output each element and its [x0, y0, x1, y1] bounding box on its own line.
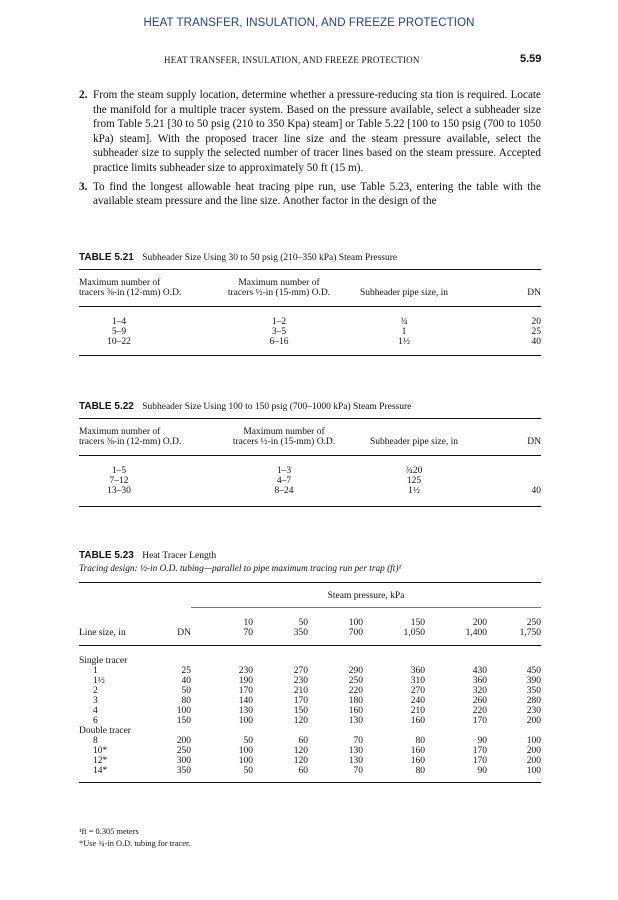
- table-title: Subheader Size Using 100 to 150 psig (700–1000 kPa) Steam Pressure: [142, 402, 412, 412]
- subheader-table-high-pressure: [79, 418, 541, 507]
- tracer-length-cell: 120: [293, 746, 308, 756]
- pressure-header: 1,400: [465, 628, 487, 638]
- table-cell: 5–9: [111, 327, 127, 337]
- column-header: DN: [527, 437, 541, 447]
- table-cell: 25: [531, 327, 541, 337]
- step-text: From the steam supply location, determine whether a pressure-reducing sta tion is required. Locate the manifold for a multiple tracer system. Based on the pressure available, select a subheader size from Table 5.21 [30 to 50 psig (210 to 350 Kpa) steam] or Table 5.22 [100 to 150 psig (700 to 1050 kPa) steam]. With the proposed tracer line size and the steam pressure available, select the subheader size to supply the selected number of tracer lines based on the steam pressure. Accepted practice limits subheader size to approximately 50 ft (15 m).: [93, 89, 541, 174]
- table-5-23: [79, 550, 541, 783]
- banner-title: HEAT TRANSFER, INSULATION, AND FREEZE PROTECTION: [143, 17, 475, 29]
- table-5-21: [79, 252, 541, 356]
- table-cell: 1–4: [111, 317, 127, 327]
- column-header: Maximum number of: [79, 278, 161, 288]
- tracer-length-cell: 60: [298, 736, 308, 746]
- tracer-length-cell: 170: [238, 686, 253, 696]
- tracer-length-cell: 390: [526, 676, 541, 686]
- tracer-length-cell: 290: [348, 666, 363, 676]
- table-title: Heat Tracer Length: [142, 551, 217, 561]
- tracer-length-cell: 230: [293, 676, 308, 686]
- procedure-steps: [79, 88, 541, 213]
- tracer-length-cell: 350: [526, 686, 541, 696]
- line-size-cell: 6: [93, 716, 98, 726]
- tracer-length-cell: 120: [293, 756, 308, 766]
- tracer-length-cell: 60: [298, 766, 308, 776]
- tracer-length-cell: 50: [243, 736, 253, 746]
- table-cell: 40: [531, 337, 541, 347]
- table-row: [79, 756, 541, 766]
- step-item: [79, 88, 541, 176]
- table-row: [79, 686, 541, 696]
- tracer-length-cell: 240: [410, 696, 425, 706]
- table-row: [79, 456, 541, 477]
- pressure-header: 70: [243, 628, 253, 638]
- table-row: [79, 476, 541, 486]
- pressure-header: 1,050: [403, 628, 425, 638]
- tracer-length-cell: 70: [353, 766, 363, 776]
- tracer-length-cell: 100: [526, 766, 541, 776]
- pressure-header: 200: [472, 618, 487, 628]
- tracer-length-cell: 120: [293, 716, 308, 726]
- table-caption: [79, 401, 541, 412]
- column-header: tracers ½-in (15-mm) O.D.: [227, 288, 331, 298]
- tracer-length-cell: 130: [238, 706, 253, 716]
- table-cell: 4–7: [276, 476, 292, 486]
- tracer-length-cell: 200: [526, 716, 541, 726]
- tracer-length-cell: 200: [526, 746, 541, 756]
- column-header: Maximum number of: [243, 427, 325, 437]
- group-label: Single tracer: [79, 656, 128, 666]
- tracer-length-cell: 320: [472, 686, 487, 696]
- subheader-table-low-pressure: [79, 269, 541, 356]
- step-item: [79, 180, 541, 209]
- tracer-length-cell: 170: [472, 716, 487, 726]
- table-cell: 1–3: [276, 466, 292, 476]
- tracer-length-cell: 250: [348, 676, 363, 686]
- table-cell: ¾: [400, 317, 408, 327]
- line-size-cell: 4: [93, 706, 98, 716]
- tracer-length-cell: 210: [293, 686, 308, 696]
- page-number: 5.59: [520, 53, 542, 65]
- tracer-length-cell: 360: [410, 666, 425, 676]
- pressure-header: 250: [526, 618, 541, 628]
- line-size-cell: 10*: [93, 746, 108, 756]
- table-label: TABLE 5.21: [79, 252, 134, 263]
- table-title: Subheader Size Using 30 to 50 psig (210–350 kPa) Steam Pressure: [142, 253, 398, 263]
- tracer-length-cell: 100: [238, 746, 253, 756]
- line-size-cell: 3: [93, 696, 98, 706]
- step-number: 3.: [79, 180, 88, 193]
- running-head: HEAT TRANSFER, INSULATION, AND FREEZE PROTECTION: [164, 55, 420, 65]
- dn-cell: 100: [176, 706, 191, 716]
- dn-cell: 50: [181, 686, 191, 696]
- tracer-length-cell: 230: [526, 706, 541, 716]
- tracer-length-cell: 90: [477, 736, 487, 746]
- dn-cell: 350: [176, 766, 191, 776]
- group-label: Double tracer: [79, 726, 131, 736]
- dn-cell: 25: [181, 666, 191, 676]
- column-header: tracers ½-in (15-mm) O.D.: [232, 437, 336, 447]
- tracer-length-cell: 360: [472, 676, 487, 686]
- tracer-length-cell: 130: [348, 716, 363, 726]
- tracer-length-cell: 90: [477, 766, 487, 776]
- table-row: [79, 696, 541, 706]
- column-header: Subheader pipe size, in: [369, 437, 459, 447]
- line-size-cell: 8: [93, 736, 98, 746]
- tracer-length-cell: 100: [238, 756, 253, 766]
- column-header: DN: [177, 628, 191, 638]
- tracer-length-cell: 80: [415, 736, 425, 746]
- table-row: [79, 327, 541, 337]
- table-row: [79, 486, 541, 507]
- tracer-length-cell: 270: [293, 666, 308, 676]
- dn-cell: 200: [176, 736, 191, 746]
- heat-tracer-length-table: [79, 582, 541, 783]
- dn-cell: 150: [176, 716, 191, 726]
- table-cell: 13–30: [107, 486, 131, 496]
- tracer-length-cell: 220: [472, 706, 487, 716]
- tracer-length-cell: 200: [526, 756, 541, 766]
- tracer-length-cell: 170: [293, 696, 308, 706]
- table-cell: [479, 476, 541, 486]
- pressure-header: 10: [243, 618, 253, 628]
- step-number: 2.: [79, 89, 88, 101]
- tracer-length-cell: 310: [410, 676, 425, 686]
- table-cell: 1–5: [111, 466, 127, 476]
- column-header: Line size, in: [79, 628, 126, 638]
- dn-cell: 300: [176, 756, 191, 766]
- footnote: *Use ¾-in O.D. tubing for tracer.: [79, 839, 191, 848]
- tracer-length-cell: 160: [410, 746, 425, 756]
- table-cell: 10–22: [107, 337, 131, 347]
- table-row: [79, 746, 541, 756]
- tracer-length-cell: 70: [353, 736, 363, 746]
- tracer-length-cell: 160: [410, 716, 425, 726]
- tracer-length-cell: 80: [415, 766, 425, 776]
- table-row: [79, 716, 541, 726]
- column-header: DN: [527, 288, 541, 298]
- table-5-22: [79, 401, 541, 507]
- tracer-length-cell: 160: [410, 756, 425, 766]
- tracer-length-cell: 270: [410, 686, 425, 696]
- table-label: TABLE 5.23: [79, 550, 134, 561]
- tracer-length-cell: 430: [472, 666, 487, 676]
- table-row: [79, 736, 541, 746]
- column-header: tracers ⅜-in (12-mm) O.D.: [79, 437, 182, 447]
- dn-cell: 80: [181, 696, 191, 706]
- pressure-header: 700: [348, 628, 363, 638]
- column-header: Subheader pipe size, in: [359, 288, 449, 298]
- tracer-length-cell: 130: [348, 746, 363, 756]
- footnotes: [79, 826, 190, 850]
- tracer-length-cell: 260: [472, 696, 487, 706]
- table-row: [79, 307, 541, 328]
- table-cell: 1–2: [271, 317, 287, 327]
- footnote: ¹ft = 0.305 meters: [79, 827, 139, 836]
- column-header: Maximum number of: [79, 427, 161, 437]
- dn-cell: 40: [181, 676, 191, 686]
- pressure-header: 100: [348, 618, 363, 628]
- table-cell: ¾20: [405, 466, 423, 476]
- tracer-length-cell: 280: [526, 696, 541, 706]
- tracer-length-cell: 220: [348, 686, 363, 696]
- table-caption: [79, 550, 541, 561]
- tracer-length-cell: 230: [238, 666, 253, 676]
- table-caption: [79, 252, 541, 263]
- tracer-length-cell: 450: [526, 666, 541, 676]
- table-cell: 3–5: [271, 327, 287, 337]
- table-cell: 1½: [408, 486, 420, 496]
- line-size-cell: 1½: [93, 676, 105, 686]
- table-cell: 7–12: [109, 476, 129, 486]
- single-tracer-rows: [79, 666, 541, 726]
- table-row: [79, 766, 541, 783]
- table-cell: 125: [406, 476, 422, 486]
- table-subtitle: Tracing design: ½-in O.D. tubing—parallel to pipe maximum tracing run per trap (ft)¹: [79, 564, 402, 574]
- table-cell: 20: [531, 317, 541, 327]
- tracer-length-cell: 100: [238, 716, 253, 726]
- tracer-length-cell: 130: [348, 756, 363, 766]
- tracer-length-cell: 160: [348, 706, 363, 716]
- table-cell: 1: [401, 327, 407, 337]
- group-header: Steam pressure, kPa: [191, 583, 541, 608]
- line-size-cell: 2: [93, 686, 98, 696]
- table-row: [79, 706, 541, 716]
- column-header: Maximum number of: [238, 278, 320, 288]
- tracer-length-cell: 170: [472, 746, 487, 756]
- table-row: [79, 676, 541, 686]
- tracer-length-cell: 150: [293, 706, 308, 716]
- line-size-cell: 1: [93, 666, 98, 676]
- table-cell: [479, 456, 541, 477]
- tracer-length-cell: 140: [238, 696, 253, 706]
- table-cell: 1½: [398, 337, 410, 347]
- table-row: [79, 337, 541, 356]
- tracer-length-cell: 190: [238, 676, 253, 686]
- line-size-cell: 12*: [93, 756, 108, 766]
- tracer-length-cell: 50: [243, 766, 253, 776]
- table-label: TABLE 5.22: [79, 401, 134, 412]
- pressure-header: 150: [410, 618, 425, 628]
- tracer-length-cell: 180: [348, 696, 363, 706]
- pressure-header: 350: [293, 628, 308, 638]
- tracer-length-cell: 170: [472, 756, 487, 766]
- pressure-header: 50: [298, 618, 308, 628]
- column-header: tracers ⅜-in (12-mm) O.D.: [79, 288, 182, 298]
- double-tracer-rows: [79, 736, 541, 783]
- dn-cell: 250: [176, 746, 191, 756]
- pressure-header: 1,750: [519, 628, 541, 638]
- tracer-length-cell: 210: [410, 706, 425, 716]
- table-cell: 6–16: [269, 337, 289, 347]
- table-row: [79, 666, 541, 676]
- step-text: To find the longest allowable heat tracing pipe run, use Table 5.23, entering the table with the available steam pressure and the line size. Another factor in the design of the: [93, 180, 541, 208]
- table-cell: 40: [531, 486, 541, 496]
- tracer-length-cell: 100: [526, 736, 541, 746]
- table-cell: 8–24: [274, 486, 294, 496]
- line-size-cell: 14*: [93, 766, 108, 776]
